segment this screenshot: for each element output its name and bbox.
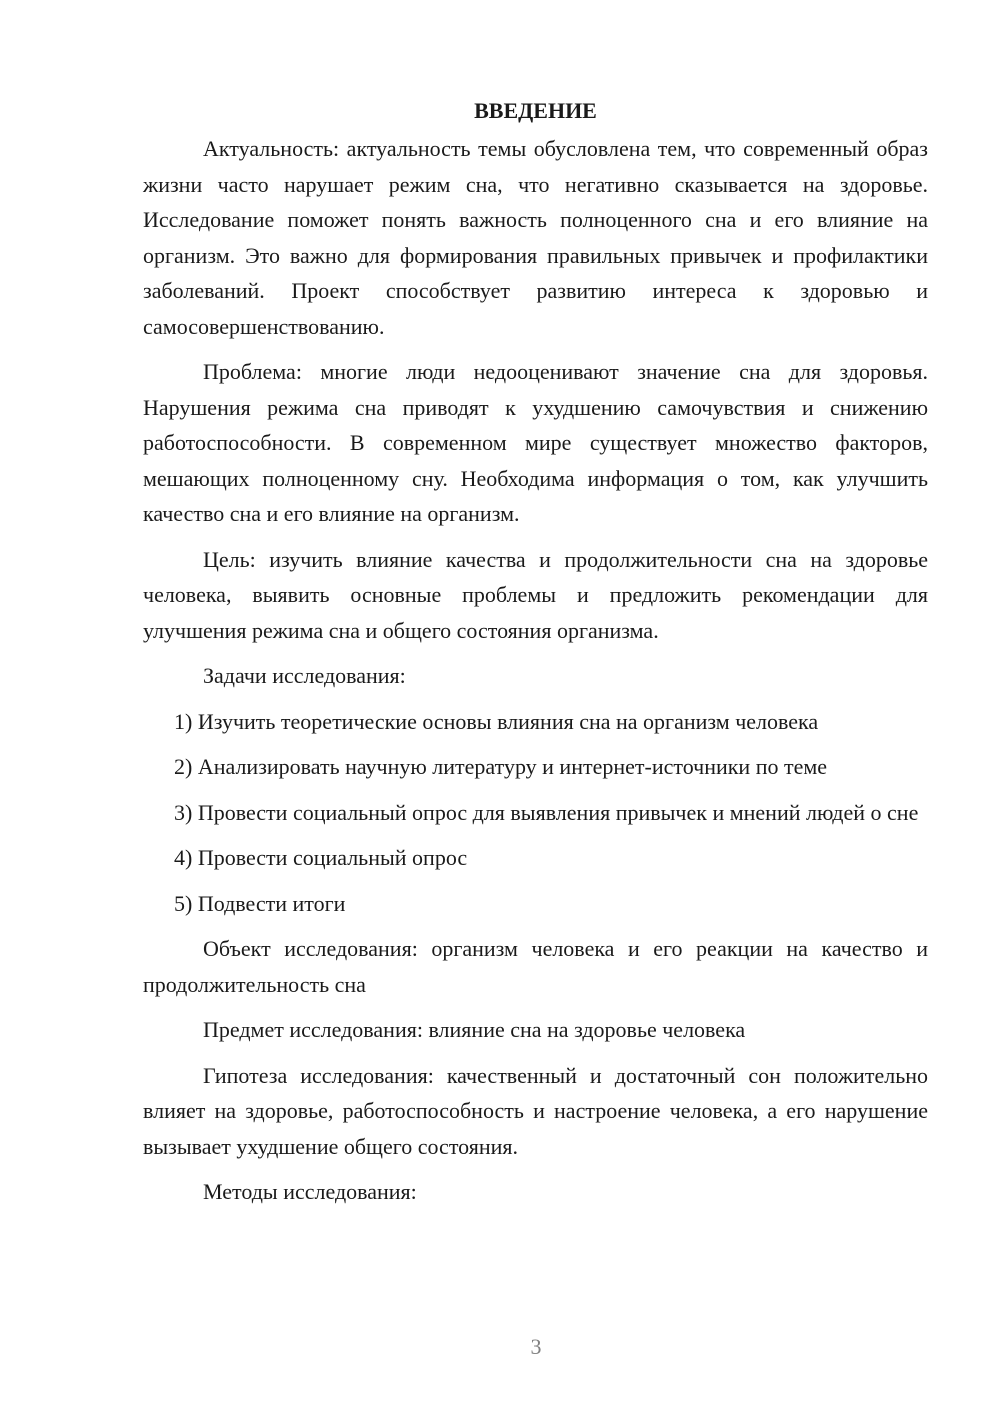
page-number: 3 (530, 1334, 542, 1359)
relevance-paragraph: Актуальность: актуальность темы обусловлена тем, что современный образ жизни часто нарушает режим сна, что негативно сказывается на здоровье. Исследование поможет понять важность полноценного сна и его влияние на организм. Это важно для формирования правильных привычек и профилактики заболеваний. Проект способствует развитию интереса к здоровью и самосовершенствованию. (143, 136, 928, 339)
object-paragraph: Объект исследования: организм человека и его реакции на качество и продолжительность сна (143, 936, 928, 997)
methods-heading: Методы исследования: (203, 1179, 417, 1204)
section-title: ВВЕДЕНИЕ (474, 98, 597, 123)
goal-paragraph: Цель: изучить влияние качества и продолжительности сна на здоровье человека, выявить основные проблемы и предложить рекомендации для улучшения режима сна и общего состояния организма. (143, 546, 928, 643)
problem-paragraph: Проблема: многие люди недооценивают значение сна для здоровья. Нарушения режима сна приводят к ухудшению самочувствия и снижению работоспособности. В современном мире существует множество факторов, мешающих полноценному сну. Необходима информация о том, как улучшить качество сна и его влияние на организм. (143, 359, 928, 526)
task-item-2: 2) Анализировать научную литературу и интернет-источники по теме (174, 754, 828, 779)
task-item-1: 1) Изучить теоретические основы влияния сна на организм человека (174, 708, 819, 734)
hypothesis-paragraph: Гипотеза исследования: качественный и достаточный сон положительно влияет на здоровье, работоспособность и настроение человека, а его нарушение вызывает ухудшение общего состояния. (143, 1062, 928, 1159)
subject-paragraph: Предмет исследования: влияние сна на здоровье человека (203, 1017, 746, 1042)
task-item-4: 4) Провести социальный опрос (174, 845, 468, 870)
task-item-5: 5) Подвести итоги (174, 890, 346, 916)
page-content (143, 96, 928, 1210)
tasks-heading: Задачи исследования: (203, 663, 406, 688)
task-item-3: 3) Провести социальный опрос для выявления привычек и мнений людей о сне (174, 799, 919, 825)
